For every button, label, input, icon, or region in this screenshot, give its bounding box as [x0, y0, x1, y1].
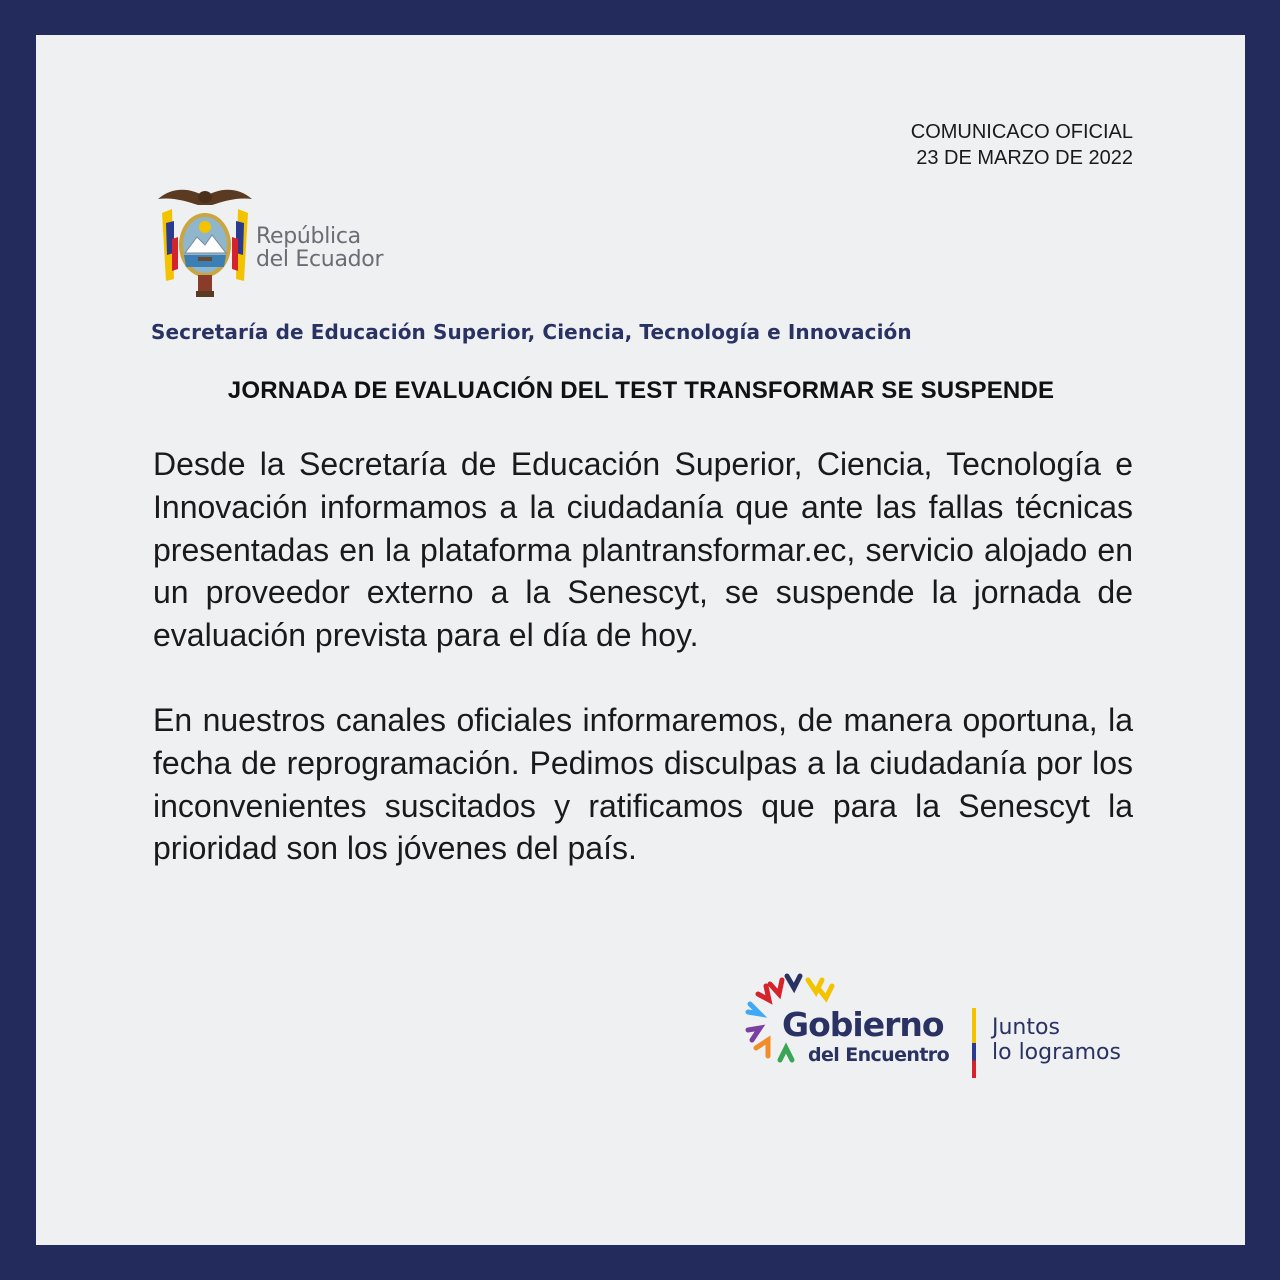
body-text — [153, 443, 1133, 870]
communique-page — [36, 35, 1245, 1245]
del-encuentro-wordmark: del Encuentro — [808, 1044, 950, 1066]
slogan — [992, 1015, 1121, 1065]
gobierno-wordmark: Gobierno — [782, 1005, 944, 1044]
body-paragraph-1: Desde la Secretaría de Educación Superior, Ciencia, Tecnología e Innovación informamos a la ciudadanía que ante las fallas técnicas presentadas en la plataforma plantransformar.ec, servicio alojado en un proveedor externo a la Senescyt, se suspende la jornada de evaluación prevista para el día de hoy. — [153, 446, 1133, 654]
body-paragraph-2: En nuestros canales oficiales informaremos, de manera oportuna, la fecha de reprogramación. Pedimos disculpas a la ciudadanía por los inconvenientes suscitados y ratificamos que para la Senescyt la prioridad son los jóvenes del país. — [153, 701, 1133, 867]
republic-line-2: del Ecuador — [256, 247, 384, 272]
headline: JORNADA DE EVALUACIÓN DEL TEST TRANSFORMAR SE SUSPENDE — [227, 377, 1055, 404]
republic-line-1: República — [256, 224, 361, 249]
communique-type: COMUNICACO OFICIAL — [910, 121, 1133, 143]
institution-name: Secretaría de Educación Superior, Ciencia, Tecnología e Innovación — [151, 320, 912, 344]
coat-of-arms-icon — [152, 183, 258, 299]
gobierno-logo — [742, 970, 1142, 1090]
slogan-line-2: lo logramos — [992, 1040, 1121, 1065]
republic-name — [256, 225, 383, 271]
communique-date: 23 DE MARZO DE 2022 — [916, 147, 1133, 169]
communique-header — [911, 119, 1133, 171]
slogan-line-1: Juntos — [992, 1015, 1060, 1040]
tricolor-divider — [972, 1008, 976, 1078]
